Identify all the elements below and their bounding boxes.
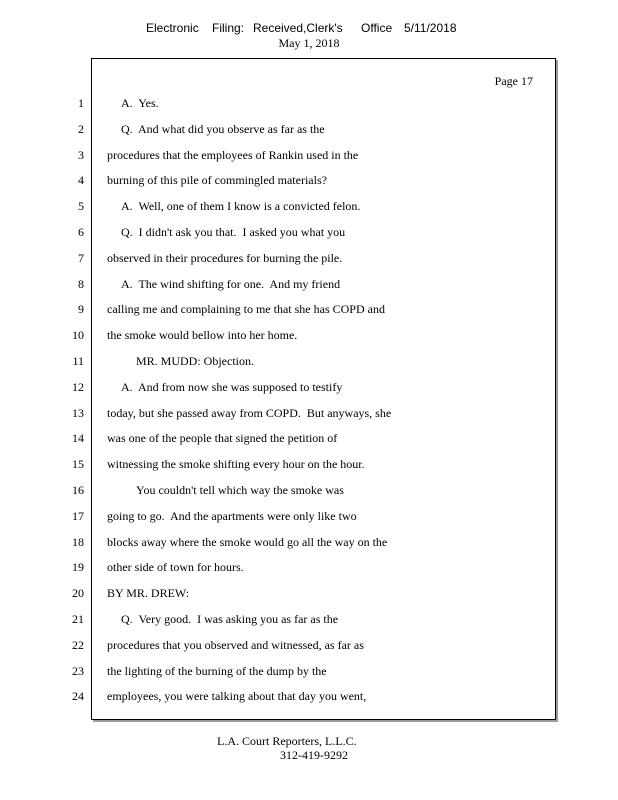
- transcript-line: witnessing the smoke shifting every hour on the hour.: [107, 457, 365, 472]
- line-number: 8: [78, 276, 84, 291]
- line-number: 1: [78, 96, 84, 110]
- transcript-line: observed in their procedures for burning the pile.: [107, 250, 343, 265]
- transcript-line: other side of town for hours.: [107, 560, 244, 575]
- transcript-line: burning of this pile of commingled materials?: [107, 173, 327, 188]
- transcript-line: the lighting of the burning of the dump by the: [107, 663, 327, 678]
- transcript-line: A. The wind shifting for one. And my friend: [121, 276, 341, 291]
- transcript-line: today, but she passed away from COPD. But anyways, she: [107, 405, 392, 420]
- filing-stamp: [0, 21, 618, 35]
- filing-stamp-word: Electronic: [146, 21, 199, 35]
- transcript-text: [107, 92, 547, 711]
- line-number: 3: [78, 147, 84, 162]
- transcript-line: employees, you were talking about that day you went,: [107, 689, 367, 704]
- transcript-line: the smoke would bellow into her home.: [107, 328, 298, 343]
- filing-stamp-word: Office: [361, 21, 393, 35]
- line-number: 14: [72, 431, 84, 446]
- transcript-line: blocks away where the smoke would go all the way on the: [107, 534, 388, 549]
- header-date: May 1, 2018: [278, 36, 340, 50]
- transcript-line: BY MR. DREW:: [107, 586, 190, 601]
- transcript-line: A. Well, one of them I know is a convicted felon.: [121, 199, 361, 214]
- line-number: 19: [72, 560, 84, 575]
- line-number: 23: [72, 663, 84, 678]
- line-number: 20: [72, 586, 84, 601]
- court-reporter-company: L.A. Court Reporters, L.L.C.: [217, 734, 357, 748]
- transcript-line: You couldn't tell which way the smoke was: [136, 482, 344, 497]
- transcript-line: A. And from now she was supposed to testify: [121, 379, 343, 394]
- line-number: 10: [72, 328, 84, 343]
- transcript-line: procedures that you observed and witnessed, as far as: [107, 637, 364, 652]
- transcript-line: Q. And what did you observe as far as the: [121, 121, 325, 136]
- line-number: 6: [78, 224, 84, 239]
- transcript-line: Q. Very good. I was asking you as far as the: [121, 611, 339, 626]
- line-number: 15: [72, 457, 84, 472]
- court-reporter-phone: 312-419-9292: [280, 748, 348, 762]
- line-number: 7: [78, 250, 84, 265]
- line-number: 12: [72, 379, 84, 394]
- filing-stamp-word: Received,Clerk's: [253, 21, 343, 35]
- filing-stamp-word: Filing:: [212, 21, 245, 35]
- transcript-line: procedures that the employees of Rankin used in the: [107, 147, 359, 162]
- line-number: 2: [78, 121, 84, 136]
- transcript-line: calling me and complaining to me that she has COPD and: [107, 302, 385, 317]
- line-number: 18: [72, 534, 84, 549]
- line-number: 16: [72, 482, 84, 497]
- transcript-line: A. Yes.: [121, 96, 159, 110]
- line-number: 24: [72, 689, 84, 704]
- transcript-line: Q. I didn't ask you that. I asked you what you: [121, 224, 346, 239]
- transcript-line: MR. MUDD: Objection.: [136, 353, 254, 368]
- line-number: 21: [72, 611, 84, 626]
- line-number: 17: [72, 508, 84, 523]
- line-number: 4: [78, 173, 84, 188]
- line-number: 13: [72, 405, 84, 420]
- filing-stamp-word: 5/11/2018: [404, 21, 457, 35]
- transcript-line: was one of the people that signed the petition of: [107, 431, 338, 446]
- line-number: 11: [72, 353, 84, 368]
- line-number: 9: [78, 302, 84, 317]
- line-number: 22: [72, 637, 84, 652]
- line-number-column: [58, 92, 84, 711]
- page-number: Page 17: [494, 74, 533, 88]
- transcript-line: going to go. And the apartments were only like two: [107, 508, 357, 523]
- line-number: 5: [78, 199, 84, 214]
